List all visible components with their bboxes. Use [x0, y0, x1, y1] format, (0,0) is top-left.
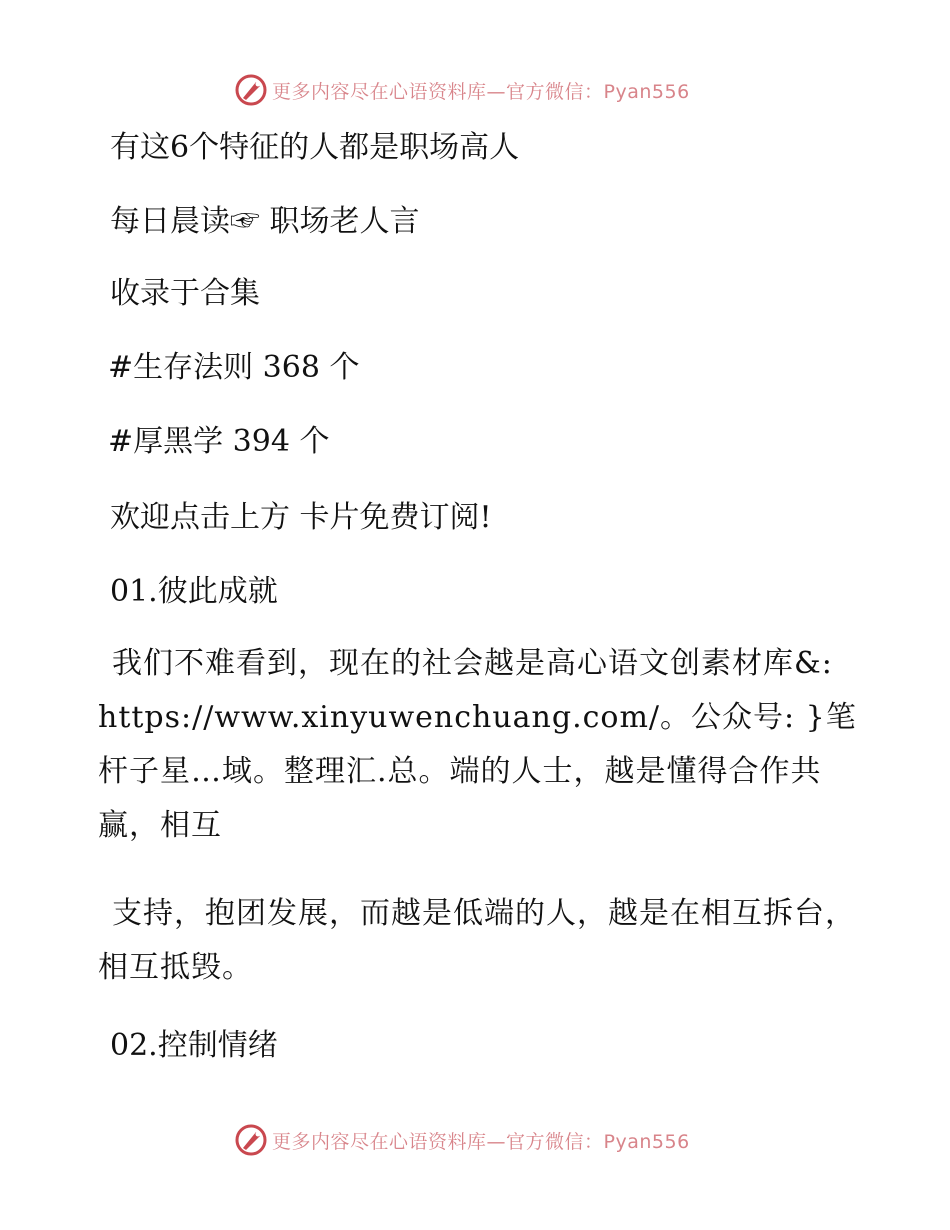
header-watermark: [234, 72, 690, 108]
morning-reading-line: 每日晨读☞ 职场老人言: [110, 204, 420, 239]
watermark-text: 更多内容尽在心语资料库—官方微信：Pyan556: [272, 80, 690, 103]
section-heading-01: 01.彼此成就: [110, 574, 278, 609]
collection-label[interactable]: 收录于合集: [110, 276, 260, 311]
pen-logo-icon: [234, 73, 268, 107]
paragraph-2: [98, 887, 858, 995]
paragraph-1-text: 我们不难看到，现在的社会越是高心语文创素材库&: https://www.xinyuwenchuang.com/。公众号: }笔杆子星…域。整理汇.总。端的人士，越是懂得合作共赢，相互: [98, 646, 857, 843]
footer-watermark: [234, 1122, 690, 1158]
section-heading-02: 02.控制情绪: [110, 1028, 278, 1063]
subscribe-invitation: 欢迎点击上方 卡片免费订阅!: [110, 500, 492, 535]
article-title: 有这6个特征的人都是职场高人: [110, 130, 520, 165]
pen-logo-icon: [234, 1123, 268, 1157]
tag-thick-black[interactable]: #厚黑学 394 个: [108, 424, 330, 459]
paragraph-2-text: 支持，抱团发展，而越是低端的人，越是在相互拆台，相互抵毁。: [98, 896, 856, 985]
paragraph-1: [98, 637, 858, 853]
tag-survival-rules[interactable]: #生存法则 368 个: [108, 350, 360, 385]
watermark-text: 更多内容尽在心语资料库—官方微信：Pyan556: [272, 1130, 690, 1153]
